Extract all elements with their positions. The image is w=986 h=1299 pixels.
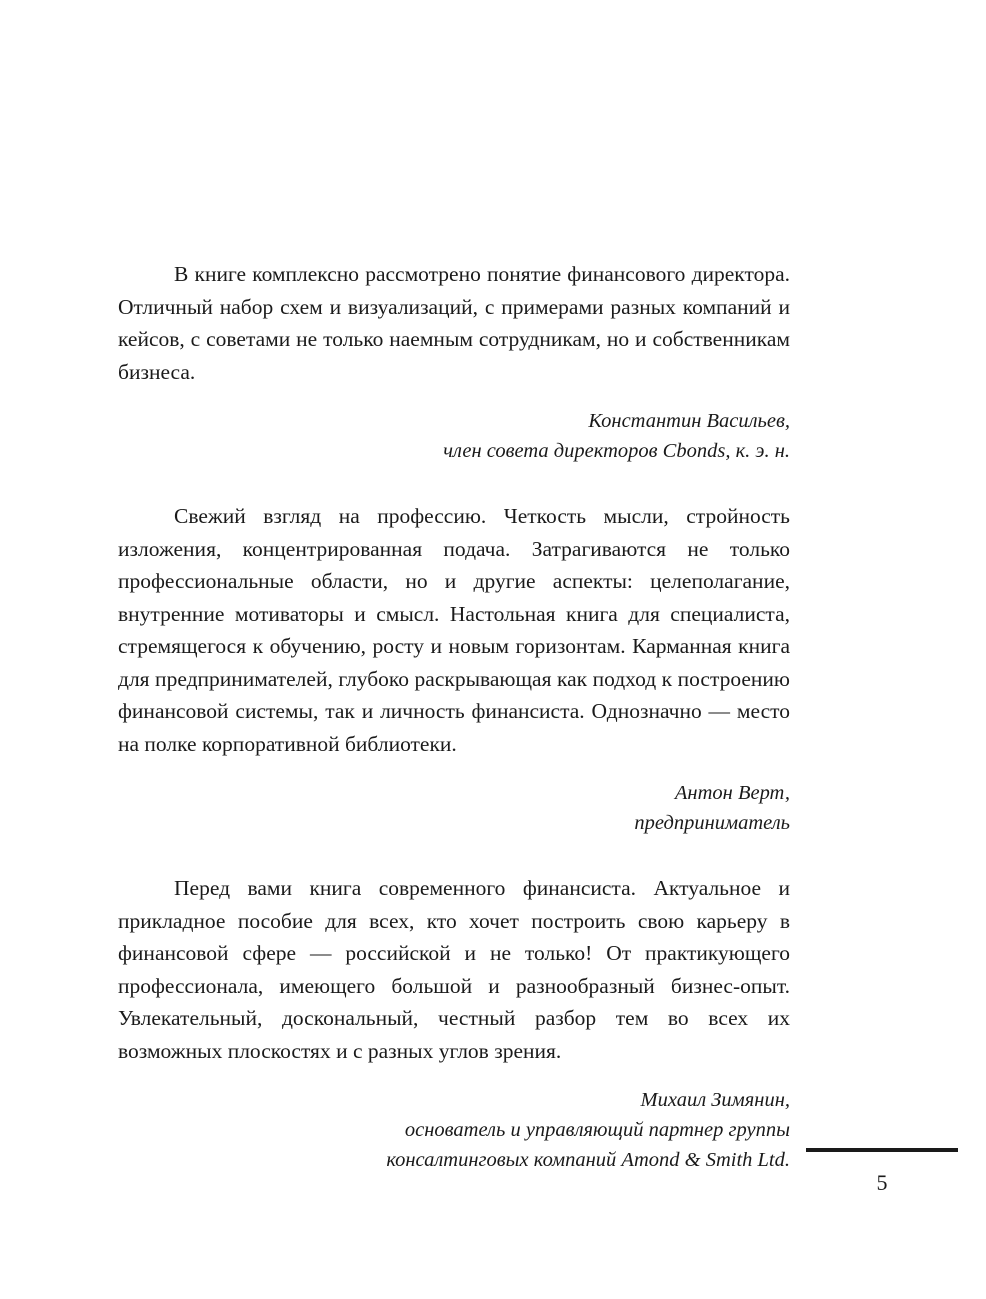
- attribution-line: член совета директоров Cbonds, к. э. н.: [443, 440, 790, 462]
- testimonial-text: Перед вами книга современного финансиста. Актуальное и прикладное пособие для всех, кто хочет построить свою карьеру в финансовой сфере — российской и не только! От практикующего профессионала, имеющего большой и разнообразный бизнес-опыт. Увлекательный, доскональный, честный разбор тем во всех их возможных плоскостях и с разных углов зрения.: [118, 876, 790, 1063]
- attribution-line: предприниматель: [634, 812, 790, 834]
- testimonial-block: [118, 872, 790, 1175]
- testimonial-attribution: [118, 406, 790, 466]
- testimonial-text: Свежий взгляд на профессию. Четкость мысли, стройность изложения, концентрированная подача. Затрагиваются не только профессиональные области, но и другие аспекты: целеполагание, внутренние мотиваторы и смысл. Настольная книга для специалиста, стремящегося к обучению, росту и новым горизонтам. Карманная книга для предпринимателей, глубоко раскрывающая как подход к построению финансовой системы, так и личность финансиста. Однозначно — место на полке корпоративной библиотеки.: [118, 504, 790, 756]
- footer-rule: [806, 1148, 958, 1152]
- testimonial-block: [118, 258, 790, 466]
- testimonial-block: [118, 500, 790, 838]
- attribution-line: Константин Васильев,: [588, 410, 790, 432]
- attribution-line: Михаил Зимянин,: [640, 1089, 790, 1111]
- page-footer: [0, 1148, 986, 1218]
- attribution-line: Антон Верт,: [674, 782, 790, 804]
- page-number: 5: [876, 1170, 888, 1195]
- attribution-line: консалтинговых компаний Amond & Smith Ltd.: [386, 1149, 790, 1171]
- testimonial-attribution: [118, 778, 790, 838]
- attribution-line: основатель и управляющий партнер группы: [404, 1119, 790, 1141]
- testimonial-text: В книге комплексно рассмотрено понятие финансового директора. Отличный набор схем и визуализаций, с примерами разных компаний и кейсов, с советами не только наемным сотрудникам, но и собственникам бизнеса.: [118, 262, 790, 384]
- testimonials-container: [118, 258, 790, 1175]
